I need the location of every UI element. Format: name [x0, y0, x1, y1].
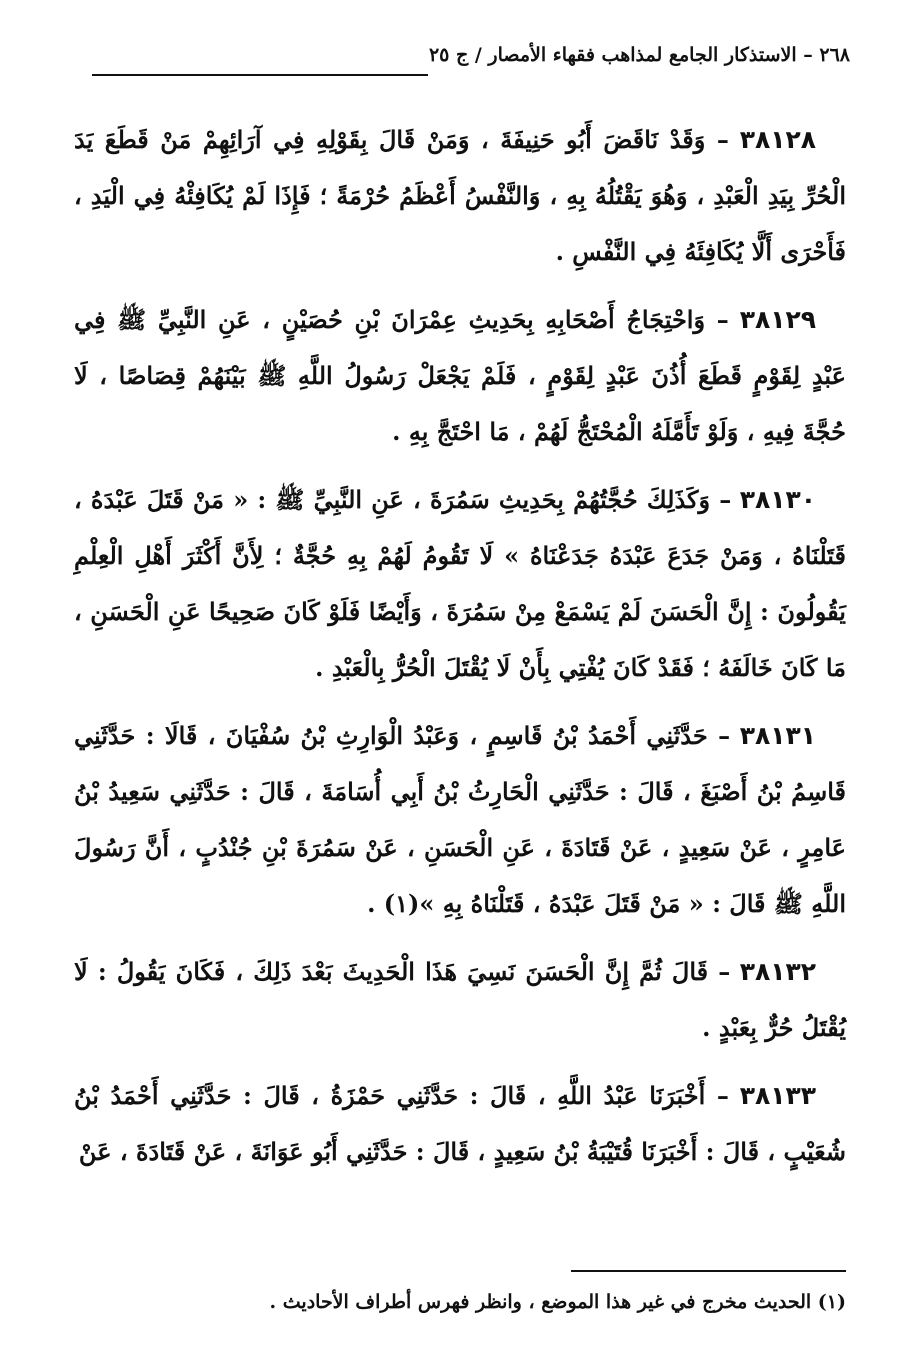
- footnote-rule: [571, 1270, 846, 1272]
- body-text: [74, 112, 846, 1192]
- paragraph-text: – حَدَّثَنِي أَحْمَدُ بْنُ قَاسِمٍ ، وَعَبْدُ الْوَارِثِ بْنُ سُفْيَانَ ، قَالَا : حَدَّثَنِي قَاسِمُ بْنُ أَصْبَغَ ، قَالَ : حَدَّثَنِي الْحَارِثُ بْنُ أَبِي أُسَامَةَ ، قَالَ : حَدَّثَنِي سَعِيدُ بْنُ عَامِرٍ ، عَنْ سَعِيدٍ ، عَنْ قَتَادَةَ ، عَنِ الْحَسَنِ ، عَنْ سَمُرَةَ بْنِ جُنْدُبٍ ، أَنَّ رَسُولَ اللَّهِ ﷺ قَالَ : « مَنْ قَتَلَ عَبْدَهُ ، قَتَلْنَاهُ بِهِ »(١) .: [74, 721, 846, 918]
- header-rule: [92, 74, 428, 76]
- paragraph-number: ٣٨١٣٣: [739, 1081, 816, 1110]
- running-header: ٢٦٨ – الاستذكار الجامع لمذاهب فقهاء الأمصار / ج ٢٥: [428, 44, 850, 66]
- paragraph-number: ٣٨١٣٢: [739, 957, 816, 986]
- paragraph-number: ٣٨١٣١: [739, 721, 816, 750]
- paragraph-number: ٣٨١٢٩: [739, 305, 816, 334]
- paragraph-text: – وَكَذَلِكَ حُجَّتُهُمْ بِحَدِيثِ سَمُرَةَ ، عَنِ النَّبِيِّ ﷺ : « مَنْ قَتَلَ عَبْدَهُ ، قَتَلْنَاهُ ، وَمَنْ جَدَعَ عَبْدَهُ جَدَعْنَاهُ » لَا تَقُومُ لَهُمْ بِهِ حُجَّةٌ ؛ لِأَنَّ أَكْثَرَ أَهْلِ الْعِلْمِ يَقُولُونَ : إِنَّ الْحَسَنَ لَمْ يَسْمَعْ مِنْ سَمُرَةَ ، وَأَيْضًا فَلَوْ كَانَ صَحِيحًا عَنِ الْحَسَنِ ، مَا كَانَ خَالَفَهُ ؛ فَقَدْ كَانَ يُفْتِي بِأَنْ لَا يُقْتَلَ الْحُرُّ بِالْعَبْدِ .: [74, 485, 846, 682]
- paragraph-38133: [74, 1068, 846, 1180]
- paragraph-38130: [74, 472, 846, 696]
- paragraph-38131: [74, 708, 846, 932]
- paragraph-number: ٣٨١٣٠: [739, 485, 816, 514]
- footnote: (١) الحديث مخرج في غير هذا الموضع ، وانظر فهرس أطراف الأحاديث .: [269, 1291, 846, 1313]
- paragraph-number: ٣٨١٢٨: [739, 125, 816, 154]
- paragraph-38129: [74, 292, 846, 460]
- paragraph-38128: [74, 112, 846, 280]
- paragraph-text: – قَالَ ثُمَّ إِنَّ الْحَسَنَ نَسِيَ هَذَا الْحَدِيثَ بَعْدَ ذَلِكَ ، فَكَانَ يَقُولُ : لَا يُقْتَلُ حُرٌّ بِعَبْدٍ .: [74, 957, 846, 1042]
- paragraph-text: – أَخْبَرَنَا عَبْدُ اللَّهِ ، قَالَ : حَدَّثَنِي حَمْزَةُ ، قَالَ : حَدَّثَنِي أَحْمَدُ بْنُ شُعَيْبٍ ، قَالَ : أَخْبَرَنَا قُتَيْبَةُ بْنُ سَعِيدٍ ، قَالَ : حَدَّثَنِي أَبُو عَوَانَةَ ، عَنْ قَتَادَةَ ، عَنْ: [74, 1081, 846, 1166]
- paragraph-text: – وَاحْتِجَاجُ أَصْحَابِهِ بِحَدِيثِ عِمْرَانَ بْنِ حُصَيْنٍ ، عَنِ النَّبِيِّ ﷺ فِي عَبْدٍ لِقَوْمٍ قَطَعَ أُذُنَ عَبْدٍ لِقَوْمٍ ، فَلَمْ يَجْعَلْ رَسُولُ اللَّهِ ﷺ بَيْنَهُمْ قِصَاصًا ، لَا حُجَّةَ فِيهِ ، وَلَوْ تَأَمَّلَهُ الْمُحْتَجُّ لَهُمْ ، مَا احْتَجَّ بِهِ .: [74, 305, 846, 446]
- paragraph-38132: [74, 944, 846, 1056]
- paragraph-text: – وَقَدْ نَاقَضَ أَبُو حَنِيفَةَ ، وَمَنْ قَالَ بِقَوْلِهِ فِي آرَائِهِمْ مَنْ قَطَعَ يَدَ الْحُرِّ بِيَدِ الْعَبْدِ ، وَهُوَ يَقْتُلُهُ بِهِ ، وَالنَّفْسُ أَعْظَمُ حُرْمَةً ؛ فَإِذَا لَمْ يُكَافِئْهُ فِي الْيَدِ ، فَأَحْرَى أَلَّا يُكَافِئَهُ فِي النَّفْسِ .: [74, 125, 846, 266]
